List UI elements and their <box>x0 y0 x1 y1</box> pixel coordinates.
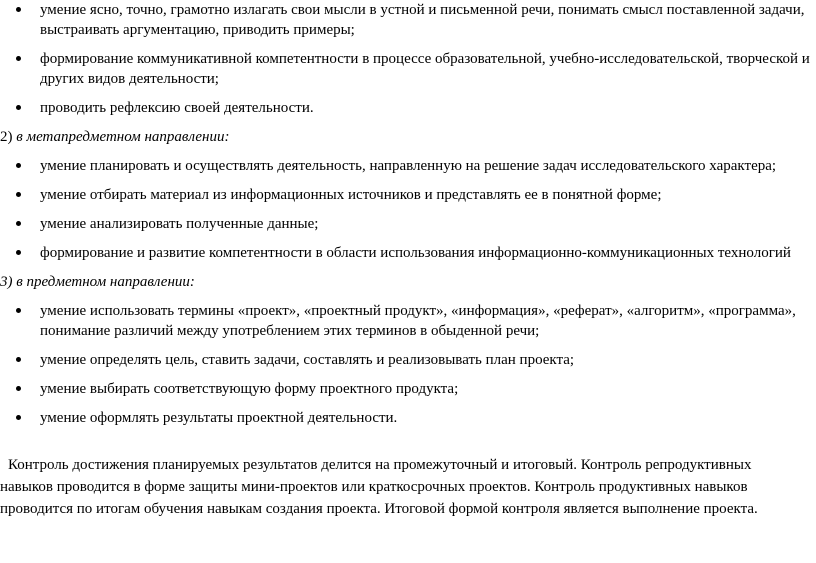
heading-number: 2) <box>0 129 17 145</box>
list-item <box>0 98 816 118</box>
list-item-text: умение выбирать соответствующую форму проектного продукта; <box>40 381 459 397</box>
bullet-icon <box>16 386 21 391</box>
list-item-text: умение использовать термины «проект», «проектный продукт», «информация», «реферат», «алгоритм», «программа», понимание различий между употреблением этих терминов в обыденной речи; <box>40 303 796 339</box>
list-item <box>0 301 816 341</box>
list-item <box>0 408 816 428</box>
bullet-icon <box>16 163 21 168</box>
bullet-list-metasubject <box>0 156 816 263</box>
bullet-icon <box>16 308 21 313</box>
bullet-list-communicative <box>0 0 816 118</box>
bullet-icon <box>16 221 21 226</box>
list-item-text: умение отбирать материал из информационных источников и представлять ее в понятной форме; <box>40 187 662 203</box>
list-item-text: умение оформлять результаты проектной деятельности. <box>40 410 398 426</box>
section-heading-metasubject <box>0 127 816 147</box>
bullet-icon <box>16 56 21 61</box>
list-item <box>0 156 816 176</box>
bullet-icon <box>16 415 21 420</box>
list-item-text: умение планировать и осуществлять деятельность, направленную на решение задач исследовательского характера; <box>40 158 777 174</box>
heading-text: в метапредметном направлении: <box>16 129 230 145</box>
heading-text: 3) в предметном направлении: <box>0 274 195 290</box>
list-item-text: формирование и развитие компетентности в области использования информационно-коммуникационных технологий <box>40 245 791 261</box>
list-item-text: умение анализировать полученные данные; <box>40 216 319 232</box>
bullet-icon <box>16 357 21 362</box>
list-item-text: формирование коммуникативной компетентности в процессе образовательной, учебно-исследовательской, творческой и других видов деятельности; <box>40 51 810 87</box>
bullet-icon <box>16 105 21 110</box>
bullet-icon <box>16 250 21 255</box>
list-item-text: проводить рефлексию своей деятельности. <box>40 100 314 116</box>
list-item <box>0 350 816 370</box>
bullet-icon <box>16 7 21 12</box>
list-item <box>0 214 816 234</box>
list-item <box>0 49 816 89</box>
list-item <box>0 379 816 399</box>
list-item-text: умение ясно, точно, грамотно излагать свои мысли в устной и письменной речи, понимать смысл поставленной задачи, выстраивать аргументацию, приводить примеры; <box>40 2 805 38</box>
list-item-text: умение определять цель, ставить задачи, составлять и реализовывать план проекта; <box>40 352 575 368</box>
bullet-icon <box>16 192 21 197</box>
section-heading-subject <box>0 272 816 292</box>
control-paragraph: Контроль достижения планируемых результатов делится на промежуточный и итоговый. Контроль репродуктивных навыков проводится в форме защиты мини-проектов или краткосрочных проектов. Контроль продуктивных навыков проводится по итогам обучения навыкам создания проекта. Итоговой формой контроля является выполнение проекта. <box>0 457 758 517</box>
list-item <box>0 0 816 40</box>
list-item <box>0 185 816 205</box>
bullet-list-subject <box>0 301 816 428</box>
list-item <box>0 243 816 263</box>
